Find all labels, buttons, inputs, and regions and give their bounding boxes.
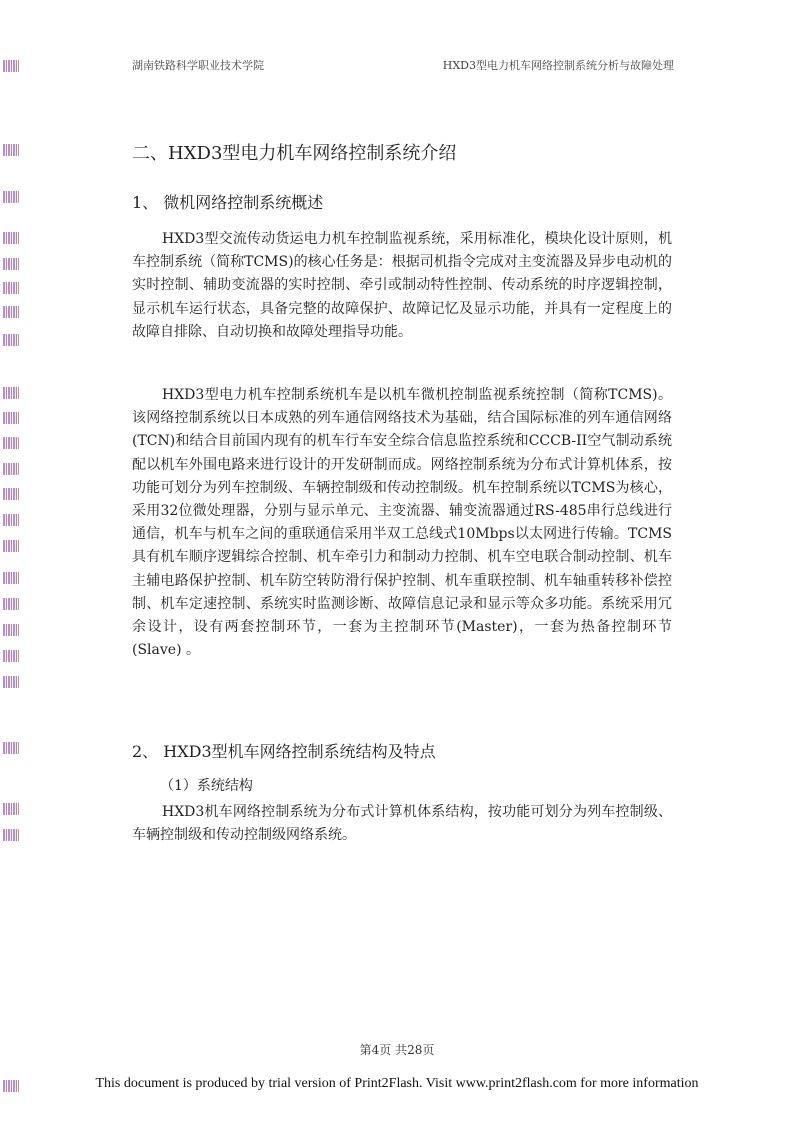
margin-mark: [3, 387, 19, 399]
subsection-title: 微机网络控制系统概述: [163, 193, 324, 212]
margin-mark: [3, 829, 19, 841]
margin-mark: [3, 258, 19, 270]
margin-mark: [3, 144, 19, 156]
margin-mark: [3, 540, 19, 552]
margin-mark: [3, 334, 19, 346]
header-document-title: HXD3型电力机车网络控制系统分析与故障处理: [442, 59, 674, 72]
margin-mark: [3, 676, 19, 688]
page-number: 第4页 共28页: [359, 1043, 435, 1057]
section-heading: 二、HXD3型电力机车网络控制系统介绍: [132, 143, 457, 164]
margin-mark: [3, 60, 19, 72]
margin-mark: [3, 624, 19, 636]
paragraph-structure: HXD3机车网络控制系统为分布式计算机体系结构，按功能可划分为列车控制级、车辆控制级和传动控制级网络系统。: [132, 804, 672, 844]
margin-mark: [3, 572, 19, 584]
margin-mark: [3, 412, 19, 424]
margin-mark: [3, 282, 19, 294]
margin-mark: [3, 463, 19, 475]
margin-mark: [3, 598, 19, 610]
margin-mark: [3, 650, 19, 662]
margin-mark: [3, 306, 19, 318]
margin-mark: [3, 514, 19, 526]
margin-mark: [3, 803, 19, 815]
margin-mark: [3, 191, 19, 203]
margin-mark: [3, 437, 19, 449]
paragraph-overview: HXD3型交流传动货运电力机车控制监视系统，采用标准化，模块化设计原则，机车控制系统（简称TCMS)的核心任务是：根据司机指令完成对主变流器及异步电动机的实时控制、辅助变流器的实时控制、牵引或制动特性控制、传动系统的时序逻辑控制，显示机车运行状态，具备完整的故障保护、故障记忆及显示功能，并具有一定程度上的故障自排除、自动切换和故障处理指导功能。: [132, 231, 672, 340]
subsection-heading-1: [132, 190, 323, 213]
margin-mark: [3, 232, 19, 244]
margin-mark: [3, 742, 19, 754]
subsection-number: 2、: [132, 742, 159, 761]
header-institution: 湖南铁路科学职业技术学院: [132, 59, 264, 72]
paragraph-tcms-details: HXD3型电力机车控制系统机车是以机车微机控制监视系统控制（简称TCMS)。该网络控制系统以日本成熟的列车通信网络技术为基础，结合国际标准的列车通信网络(TCN)和结合目前国内现有的机车行车安全综合信息监控系统和CCCB-II空气制动系统配以机车外围电路来进行设计的开发研制而成。网络控制系统为分布式计算机体系，按功能可划分为列车控制级、车辆控制级和传动控制级。机车控制系统以TCMS为核心，采用32位微处理器，分别与显示单元、主变流器、辅变流器通过RS-485串行总线进行通信，机车与机车之间的重联通信采用半双工总线式10Mbps以太网进行传输。TCMS具有机车顺序逻辑综合控制、机车牵引力和制动力控制、机车空电联合制动控制、机车主辅电路保护控制、机车防空转防滑行保护控制、机车重联控制、机车轴重转移补偿控制、机车定速控制、系统实时监测诊断、故障信息记录和显示等众多功能。系统采用冗余设计，设有两套控制环节，一套为主控制环节(Master)，一套为热备控制环节(Slave) 。: [132, 387, 672, 659]
subsection-title: HXD3型机车网络控制系统结构及特点: [163, 742, 436, 761]
trial-watermark-notice: This document is produced by trial version of Print2Flash. Visit www.print2flash.com for more information: [95, 1076, 699, 1091]
structure-label: （1）系统结构: [160, 778, 253, 794]
subsection-heading-2: [132, 739, 436, 762]
scan-margin-artifacts: [3, 0, 23, 1123]
margin-mark: [3, 488, 19, 500]
subsection-number: 1、: [132, 193, 159, 212]
page-header: [132, 57, 674, 75]
